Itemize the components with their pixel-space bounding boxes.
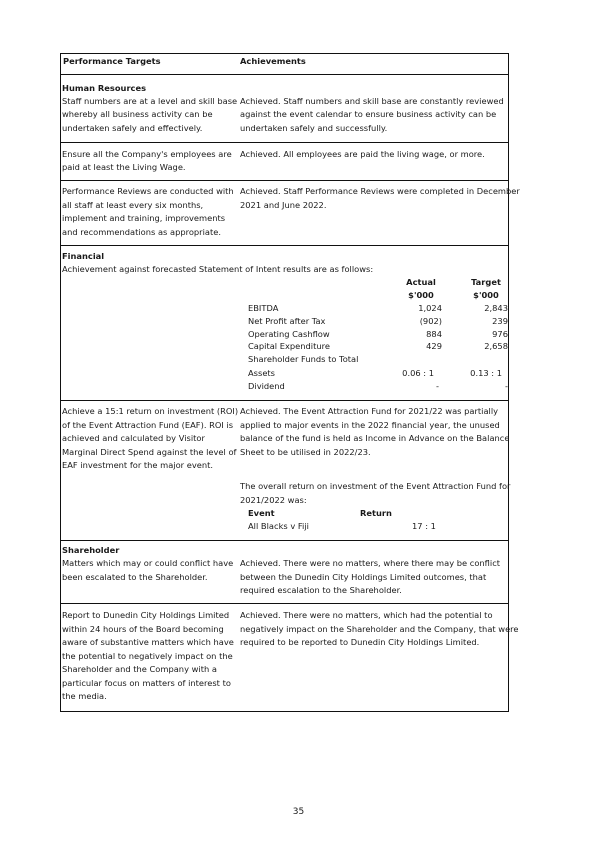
roi-col-return: Return [360, 508, 392, 518]
hr-achievement-1-line-3: undertaken safely and successfully. [240, 123, 388, 133]
fin-label-assets: Assets [248, 368, 276, 378]
sh-target-2-line-5: Shareholder and the Company with a [62, 664, 217, 674]
section-title-shareholder: Shareholder [62, 545, 120, 555]
sh-target-2-line-2: within 24 hours of the Board becoming [62, 624, 224, 634]
fin-target-operating-cashflow: 976 [492, 329, 508, 339]
hr-target-3-line-4: and recommendations as appropriate. [62, 227, 221, 237]
col-target-unit: $'000 [473, 290, 499, 300]
col-target-header: Target [471, 277, 501, 287]
fin-actual-dividend: - [436, 381, 439, 391]
col-actual-header: Actual [406, 277, 436, 287]
hr-target-2-line-2: paid at least the Living Wage. [62, 162, 186, 172]
roi-target-line-1: Achieve a 15:1 return on investment (ROI) [62, 406, 239, 416]
fin-label-dividend: Dividend [248, 381, 285, 391]
fin-label-ebitda: EBITDA [248, 303, 279, 313]
row-divider [60, 142, 509, 143]
row-divider [60, 603, 509, 604]
sh-achievement-2-line-2: negatively impact on the Shareholder and the Company, that were [240, 624, 519, 634]
hr-achievement-1-line-1: Achieved. Staff numbers and skill base are constantly reviewed [240, 96, 504, 106]
fin-target-assets: 0.13 : 1 [470, 368, 502, 378]
roi-achievement-line-2: applied to major events in the 2022 financial year, the unused [240, 420, 500, 430]
sh-achievement-2-line-1: Achieved. There were no matters, which had the potential to [240, 610, 493, 620]
roi-achievement-line-4: Sheet to be utilised in 2022/23. [240, 447, 371, 457]
roi-achievement-line-1: Achieved. The Event Attraction Fund for 2021/22 was partially [240, 406, 499, 416]
fin-label-operating-cashflow: Operating Cashflow [248, 329, 330, 339]
roi-overall-line-2: 2021/2022 was: [240, 495, 307, 505]
row-divider [60, 245, 509, 246]
roi-event-name: All Blacks v Fiji [248, 521, 309, 531]
roi-target-line-4: Marginal Direct Spend against the level of [62, 447, 237, 457]
sh-achievement-1-line-2: between the Dunedin City Holdings Limited outcomes, that [240, 572, 487, 582]
hr-target-3-line-2: all staff at least every six months, [62, 200, 204, 210]
fin-label-capex: Capital Expenditure [248, 341, 330, 351]
fin-actual-capex: 429 [426, 341, 442, 351]
section-title-human-resources: Human Resources [62, 83, 147, 93]
roi-col-event: Event [248, 508, 275, 518]
sh-target-2-line-4: the potential to negatively impact on the [62, 651, 233, 661]
roi-overall-line-1: The overall return on investment of the Event Attraction Fund for [240, 481, 511, 491]
roi-event-return: 17 : 1 [412, 521, 436, 531]
fin-target-net-profit: 239 [492, 316, 508, 326]
sh-achievement-2-line-3: required to be reported to Dunedin City Holdings Limited. [240, 637, 480, 647]
row-divider [60, 400, 509, 401]
hr-target-3-line-3: implement and training, improvements [62, 213, 226, 223]
fin-actual-operating-cashflow: 884 [426, 329, 442, 339]
roi-target-line-5: EAF investment for the major event. [62, 460, 213, 470]
fin-target-capex: 2,658 [484, 341, 508, 351]
header-performance-targets: Performance Targets [63, 56, 161, 66]
fin-label-net-profit: Net Profit after Tax [248, 316, 326, 326]
fin-actual-assets: 0.06 : 1 [402, 368, 434, 378]
sh-target-2-line-1: Report to Dunedin City Holdings Limited [62, 610, 230, 620]
col-actual-unit: $'000 [408, 290, 434, 300]
fin-actual-net-profit: (902) [419, 316, 442, 326]
hr-target-1-line-3: undertaken safely and effectively. [62, 123, 203, 133]
sh-achievement-1-line-3: required escalation to the Shareholder. [240, 585, 402, 595]
fin-target-ebitda: 2,843 [484, 303, 508, 313]
fin-actual-ebitda: 1,024 [418, 303, 442, 313]
hr-achievement-3-line-2: 2021 and June 2022. [240, 200, 327, 210]
hr-achievement-1-line-2: against the event calendar to ensure business activity can be [240, 109, 497, 119]
roi-target-line-3: achieved and calculated by Visitor [62, 433, 205, 443]
sh-target-1-line-2: been escalated to the Shareholder. [62, 572, 208, 582]
page-number: 35 [292, 807, 305, 817]
row-divider [60, 180, 509, 181]
hr-achievement-2-line-1: Achieved. All employees are paid the living wage, or more. [240, 149, 485, 159]
sh-target-2-line-3: aware of substantive matters which have [62, 637, 234, 647]
fin-target-dividend: - [505, 381, 508, 391]
sh-target-2-line-7: the media. [62, 691, 107, 701]
sh-target-1-line-1: Matters which may or could conflict have [62, 558, 234, 568]
row-divider [60, 540, 509, 541]
hr-target-1-line-1: Staff numbers are at a level and skill base [62, 96, 238, 106]
hr-target-2-line-1: Ensure all the Company's employees are [62, 149, 232, 159]
fin-label-shareholder-funds: Shareholder Funds to Total [248, 354, 359, 364]
sh-target-2-line-6: particular focus on matters of interest to [62, 678, 231, 688]
hr-target-3-line-1: Performance Reviews are conducted with [62, 186, 234, 196]
roi-achievement-line-3: balance of the fund is held as Income in Advance on the Balance [240, 433, 510, 443]
header-achievements: Achievements [240, 56, 306, 66]
section-title-financial: Financial [62, 251, 105, 261]
roi-target-line-2: of the Event Attraction Fund (EAF). ROI is [62, 420, 234, 430]
financial-intro: Achievement against forecasted Statement of Intent results are as follows: [62, 264, 374, 274]
sh-achievement-1-line-1: Achieved. There were no matters, where there may be conflict [240, 558, 501, 568]
hr-target-1-line-2: whereby all business activity can be [62, 109, 213, 119]
hr-achievement-3-line-1: Achieved. Staff Performance Reviews were completed in December [240, 186, 520, 196]
